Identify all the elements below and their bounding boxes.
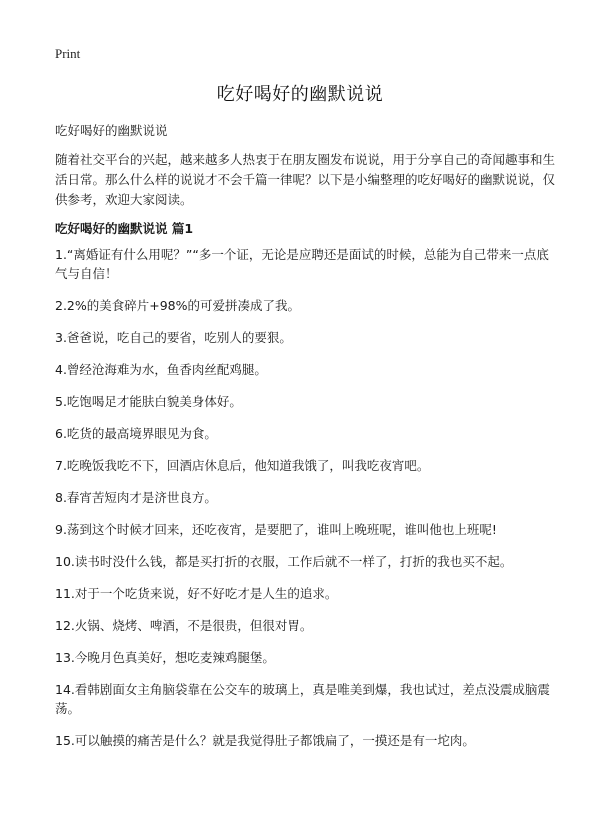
page-title: 吃好喝好的幽默说说 <box>216 84 384 105</box>
print-label[interactable]: Print <box>55 46 81 61</box>
list-item: 4.曾经沧海难为水，鱼香肉丝配鸡腿。 <box>55 362 267 377</box>
list-item: 12.火锅、烧烤、啤酒，不是很贵，但很对胃。 <box>55 618 313 633</box>
list-item: 1.“离婚证有什么用呢？”“多一个证，无论是应聘还是面试的时候，总能为自己带来一点底气与自信！ <box>55 247 549 281</box>
section-heading: 吃好喝好的幽默说说 篇1 <box>55 221 194 236</box>
list-item: 7.吃晚饭我吃不下，回酒店休息后，他知道我饿了，叫我吃夜宵吧。 <box>55 458 430 473</box>
list-item: 6.吃货的最高境界眼见为食。 <box>55 426 217 441</box>
intro-paragraph: 随着社交平台的兴起，越来越多人热衷于在朋友圈发布说说，用于分享自己的奇闻趣事和生活日常。那么什么样的说说才不会千篇一律呢？以下是小编整理的吃好喝好的幽默说说，仅供参考，欢迎大家阅读。 <box>55 152 556 207</box>
list-item: 11.对于一个吃货来说，好不好吃才是人生的追求。 <box>55 586 338 601</box>
article-subtitle: 吃好喝好的幽默说说 <box>55 123 168 138</box>
list-item: 13.今晚月色真美好，想吃麦辣鸡腿堡。 <box>55 650 275 665</box>
list-item: 2.2%的美食碎片+98%的可爱拼凑成了我。 <box>55 298 301 313</box>
item-list <box>55 245 555 763</box>
list-item: 15.可以触摸的痛苦是什么？就是我觉得肚子都饿扁了，一摸还是有一坨肉。 <box>55 733 475 748</box>
list-item: 8.春宵苦短肉才是济世良方。 <box>55 490 217 505</box>
list-item: 14.看韩剧面女主角脑袋靠在公交车的玻璃上，真是唯美到爆，我也试过，差点没震成脑震荡。 <box>55 682 550 716</box>
list-item: 5.吃饱喝足才能肤白貌美身体好。 <box>55 394 242 409</box>
list-item: 10.读书时没什么钱，都是买打折的衣服，工作后就不一样了，打折的我也买不起。 <box>55 554 513 569</box>
list-item: 3.爸爸说，吃自己的要省，吃别人的要狠。 <box>55 330 292 345</box>
list-item: 9.荡到这个时候才回来，还吃夜宵，是要肥了，谁叫上晚班呢，谁叫他也上班呢! <box>55 522 497 537</box>
